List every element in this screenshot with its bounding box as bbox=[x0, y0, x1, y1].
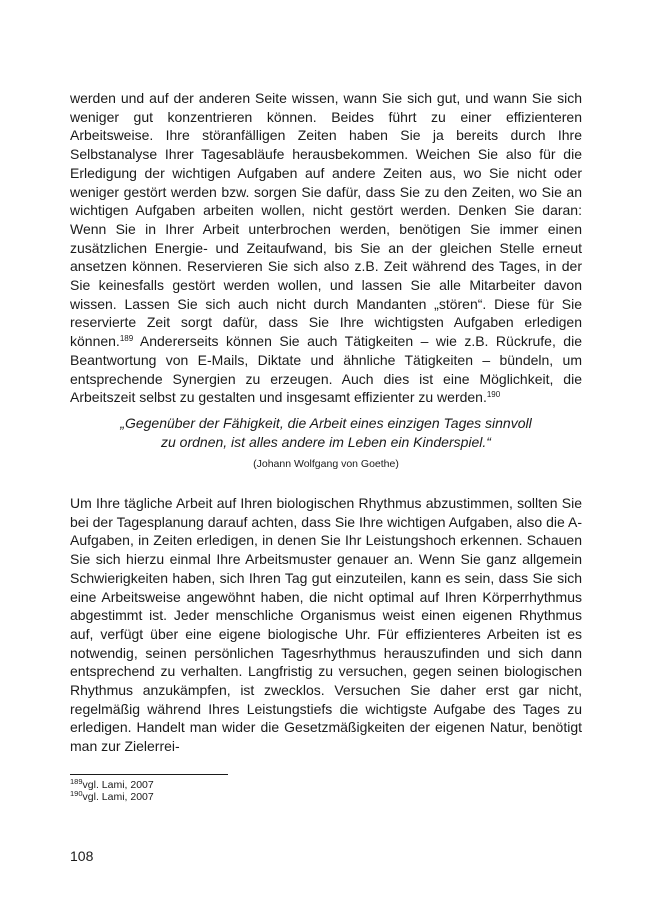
quote-line-2: zu ordnen, ist alles andere im Leben ein Kinderspiel.“ bbox=[161, 434, 491, 450]
quote-author: (Johann Wolfgang von Goethe) bbox=[253, 458, 399, 470]
footnote-divider bbox=[70, 774, 228, 775]
paragraph-1-text-a: werden und auf der anderen Seite wissen, wann Sie sich gut, und wann Sie sich weniger gut konzentrieren können. Beides führt zu einer effizienteren Arbeitsweise. Ihre störanfälligen Zeiten haben Sie ja bereits durch Ihre Selbstanalyse Ihrer Tagesabläufe herausbekommen. Weichen Sie also für die Erledigung der wichtigen Aufgaben auf andere Zeiten aus, wo Sie nicht oder weniger gestört werden bzw. sorgen Sie dafür, dass Sie zu den Zeiten, wo Sie an wichtigen Aufgaben arbeiten wollen, nicht gestört werden. Denken Sie daran: Wenn Sie in Ihrer Arbeit unterbrochen werden, benötigen Sie immer einen zusätzlichen Energie- und Zeitaufwand, bis Sie an der gleichen Stelle erneut ansetzen können. Reservieren Sie sich also z.B. Zeit während des Tages, in der Sie keinesfalls gestört werden wollen, und lassen Sie alle Mitarbeiter davon wissen. Lassen Sie sich auch nicht durch Mandanten „stören“. Diese für Sie reservierte Zeit sorgt dafür, dass Sie Ihre wichtigsten Aufgaben erledigen können. bbox=[70, 90, 582, 350]
body-paragraph-1 bbox=[70, 89, 582, 407]
footnote-number: 190 bbox=[70, 788, 83, 798]
paragraph-2-text: Um Ihre tägliche Arbeit auf Ihren biologischen Rhythmus abzustimmen, sollten Sie bei der Tagesplanung darauf achten, dass Sie Ihre wichtigen Aufgaben, also die A-Aufgaben, in Zeiten erledigen, in denen Sie Ihr Leistungshoch erkennen. Schauen Sie sich hierzu einmal Ihre Arbeitsmuster genauer an. Wenn Sie ganz allgemein Schwierigkeiten haben, sich Ihren Tag gut einzuteilen, kann es sein, dass Sie sich eine Arbeitsweise angewöhnt haben, die nicht optimal auf Ihren Körperrhythmus abgestimmt ist. Jeder menschliche Organismus weist einen eigenen Rhythmus auf, verfügt über eine eigene biologische Uhr. Für effizienteres Arbeiten ist es notwendig, seinen persönlichen Tagesrhythmus herauszufinden und sich dann entsprechend zu verhalten. Langfristig zu versuchen, gegen seinen biologischen Rhythmus anzukämpfen, ist zwecklos. Versuchen Sie daher erst gar nicht, regelmäßig während Ihres Leistungstiefs die wichtigste Aufgabe des Tages zu erledigen. Handelt man wider die Gesetzmäßigkeiten der eigenen Natur, benötigt man zur Zielerrei- bbox=[70, 495, 582, 755]
quote-line-1: „Gegenüber der Fähigkeit, die Arbeit eines einzigen Tages sinnvoll bbox=[120, 415, 532, 431]
footnotes bbox=[70, 777, 154, 803]
footnote-number: 189 bbox=[70, 777, 83, 786]
page-number: 108 bbox=[70, 848, 94, 864]
footnote-ref-189[interactable]: 189 bbox=[119, 334, 134, 344]
footnote-190 bbox=[70, 788, 154, 804]
footnote-text: vgl. Lami, 2007 bbox=[82, 779, 154, 791]
footnote-ref-190[interactable]: 190 bbox=[486, 390, 501, 400]
footnote-text: vgl. Lami, 2007 bbox=[82, 790, 154, 803]
goethe-quote bbox=[70, 414, 582, 471]
paragraph-1-text-b: Andererseits können Sie auch Tätigkeiten – wie z.B. Rückrufe, die Beantwortung von E-Mails, Diktate und ähnliche Tätigkeiten – bündeln, um entsprechende Synergien zu erzeugen. Auch dies ist eine Möglichkeit, die Arbeitszeit selbst zu gestalten und insgesamt effizienter zu werden. bbox=[70, 333, 582, 406]
body-paragraph-2 bbox=[70, 494, 582, 756]
